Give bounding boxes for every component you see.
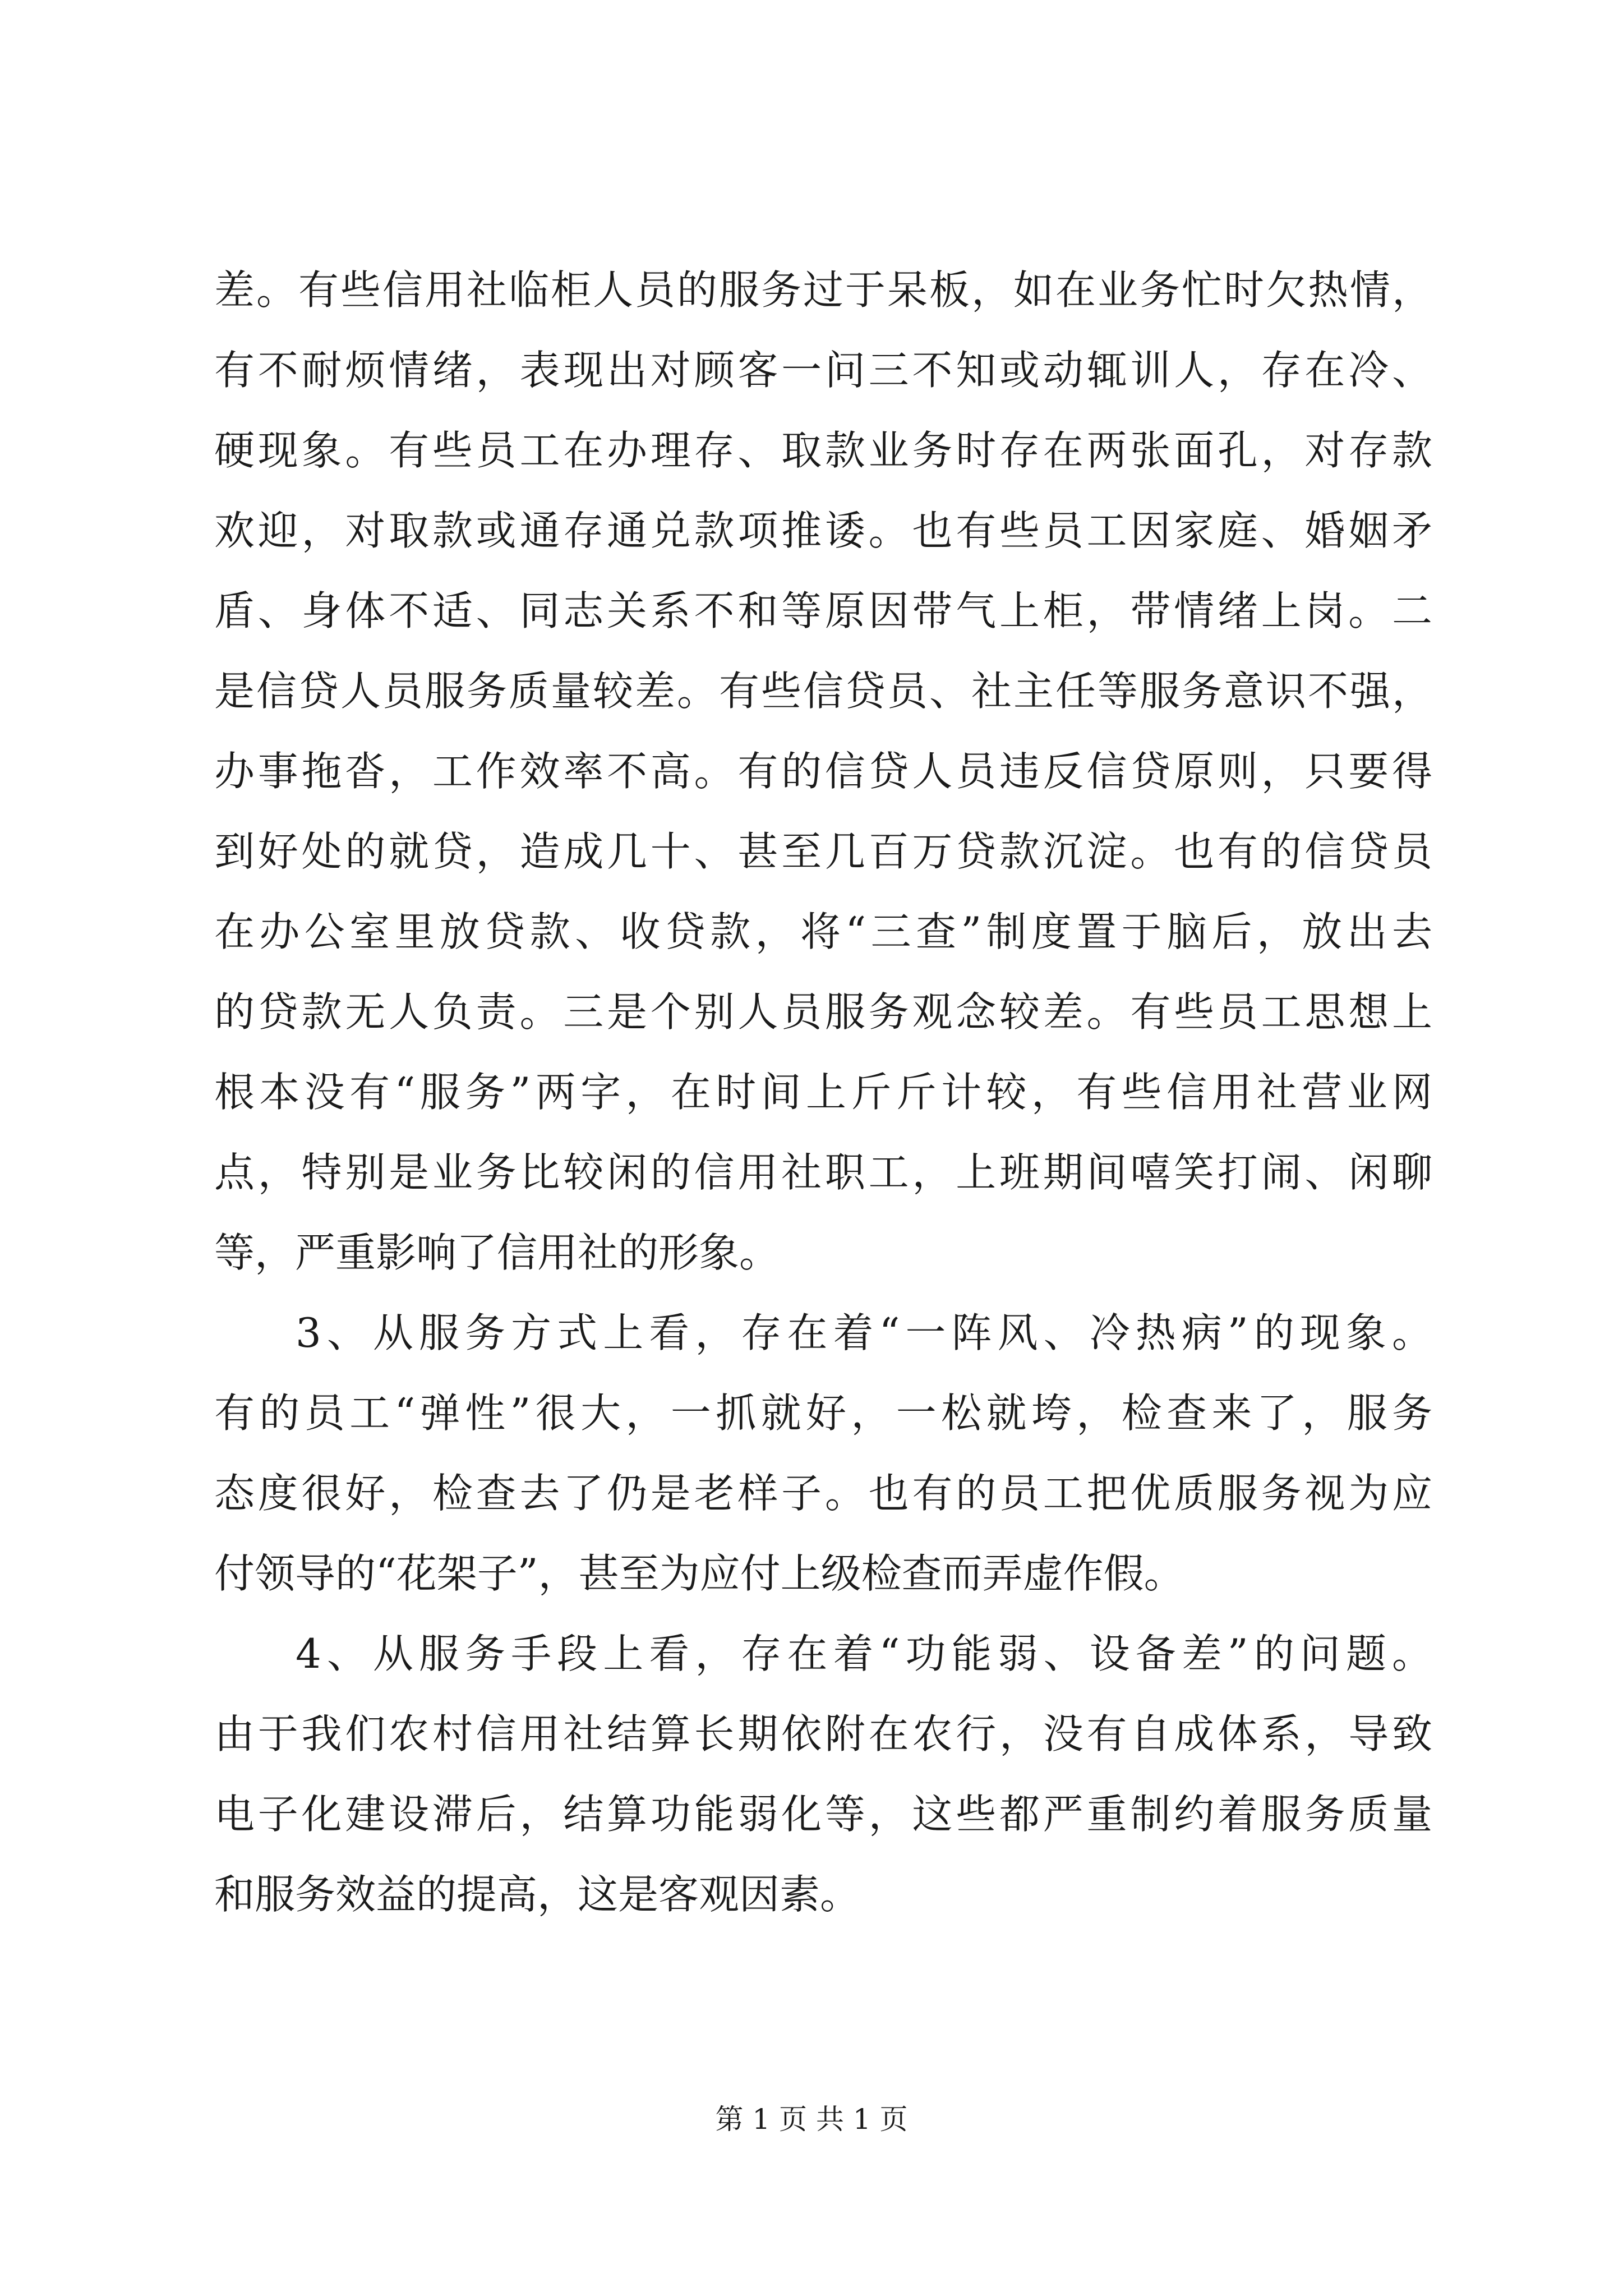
text-line: 由于我们农村信用社结算长期依附在农行，没有自成体系，导致 [214, 1710, 1432, 1757]
text-line: 办事拖沓，工作效率不高。有的信贷人员违反信贷原则，只要得 [214, 748, 1432, 795]
text-line: 硬现象。有些员工在办理存、取款业务时存在两张面孔，对存款 [214, 427, 1432, 474]
text-line: 付领导的“花架子”，甚至为应付上级检查而弄虚作假。 [214, 1550, 1184, 1597]
text-line: 欢迎，对取款或通存通兑款项推诿。也有些员工因家庭、婚姻矛 [214, 507, 1432, 554]
text-line: 电子化建设滞后，结算功能弱化等，这些都严重制约着服务质量 [214, 1791, 1432, 1838]
text-line: 点，特别是业务比较闲的信用社职工，上班期间嘻笑打闹、闲聊 [214, 1149, 1432, 1196]
text-line: 到好处的就贷，造成几十、甚至几百万贷款沉淀。也有的信贷员 [214, 828, 1432, 875]
text-line: 3、从服务方式上看，存在着“一阵风、冷热病”的现象。 [296, 1309, 1432, 1356]
text-line: 是信贷人员服务质量较差。有些信贷员、社主任等服务意识不强， [214, 668, 1432, 715]
text-line: 根本没有“服务”两字，在时间上斤斤计较，有些信用社营业网 [214, 1069, 1432, 1116]
text-line: 有的员工“弹性”很大，一抓就好，一松就垮，检查来了，服务 [214, 1389, 1432, 1437]
text-line: 在办公室里放贷款、收贷款，将“三查”制度置于脑后，放出去 [214, 908, 1432, 955]
text-line: 的贷款无人负责。三是个别人员服务观念较差。有些员工思想上 [214, 988, 1432, 1036]
document-body [214, 250, 1432, 1935]
text-line: 盾、身体不适、同志关系不和等原因带气上柜，带情绪上岗。二 [214, 587, 1432, 634]
text-line: 和服务效益的提高，这是客观因素。 [214, 1871, 861, 1918]
text-line: 有不耐烦情绪，表现出对顾客一问三不知或动辄训人，存在冷、 [214, 347, 1432, 394]
text-line: 等，严重影响了信用社的形象。 [214, 1229, 780, 1276]
text-line: 态度很好，检查去了仍是老样子。也有的员工把优质服务视为应 [214, 1470, 1432, 1517]
text-line: 4、从服务手段上看，存在着“功能弱、设备差”的问题。 [296, 1630, 1432, 1677]
page-number-footer: 第 1 页 共 1 页 [715, 2103, 908, 2136]
text-line: 差。有些信用社临柜人员的服务过于呆板，如在业务忙时欠热情， [214, 266, 1432, 314]
